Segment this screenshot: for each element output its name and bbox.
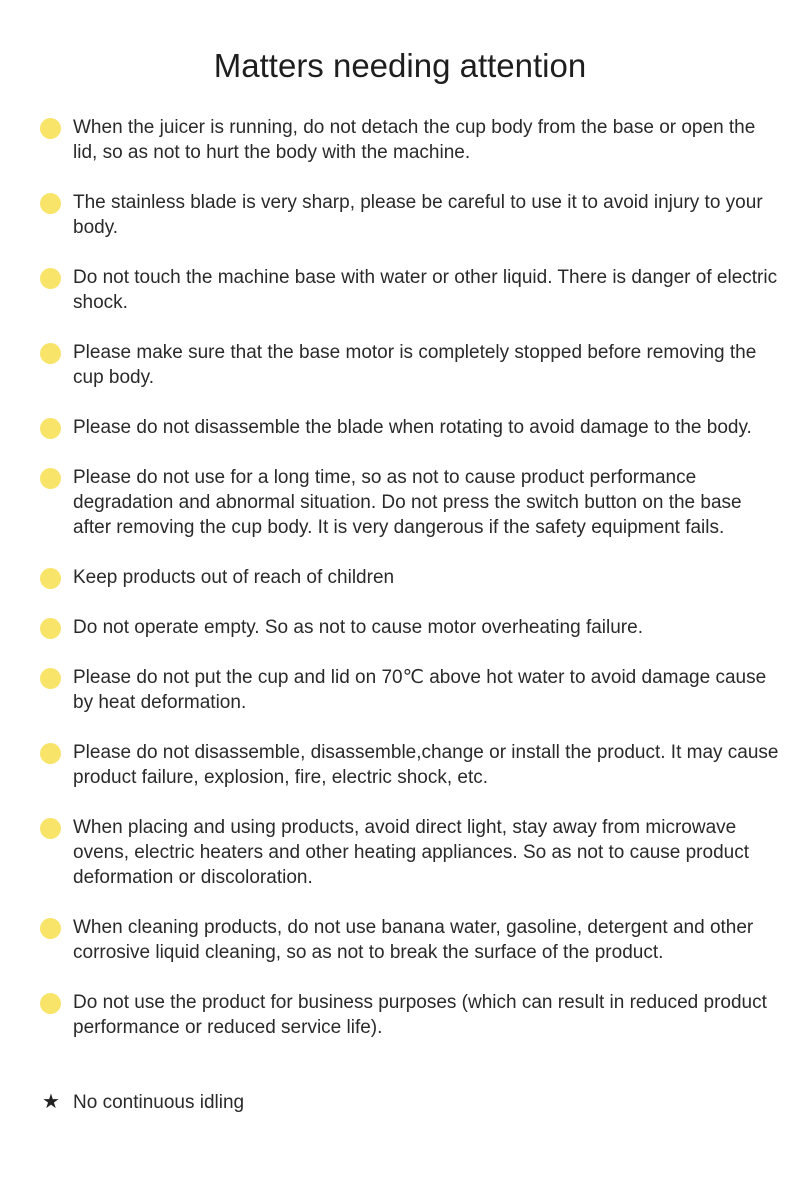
idling-note-text: No continuous idling [73, 1092, 245, 1113]
list-item-text: Please make sure that the base motor is completely stopped before removing the cup body. [73, 342, 757, 388]
bullet-dot-icon [40, 468, 61, 489]
list-item-text: Please do not disassemble, disassemble,change or install the product. It may cause product failure, explosion, fire, electric shock, etc. [73, 742, 779, 788]
list-item [0, 615, 800, 640]
bullet-dot-icon [40, 668, 61, 689]
bullet-dot-icon [40, 418, 61, 439]
bullet-dot-icon [40, 618, 61, 639]
list-item [0, 915, 800, 965]
list-item [0, 190, 800, 240]
star-icon: ★ [42, 1091, 60, 1113]
bullet-dot-icon [40, 743, 61, 764]
list-item [0, 815, 800, 890]
list-item-text: When the juicer is running, do not detach the cup body from the base or open the lid, so as not to hurt the body with the machine. [73, 117, 756, 163]
bullet-dot-icon [40, 993, 61, 1014]
page-title: Matters needing attention [213, 47, 587, 84]
idling-note [0, 1090, 244, 1115]
bullet-dot-icon [40, 268, 61, 289]
list-item [0, 740, 800, 790]
list-item-text: Please do not disassemble the blade when rotating to avoid damage to the body. [73, 417, 752, 438]
list-item [0, 465, 800, 540]
list-item [0, 265, 800, 315]
list-item-text: Please do not put the cup and lid on 70℃ above hot water to avoid damage cause by heat deformation. [73, 667, 767, 713]
list-item-text: Do not touch the machine base with water or other liquid. There is danger of electric shock. [73, 267, 778, 313]
list-item-text: Do not use the product for business purposes (which can result in reduced product performance or reduced service life). [73, 992, 767, 1038]
list-item-text: When placing and using products, avoid direct light, stay away from microwave ovens, electric heaters and other heating appliances. So as not to cause product deformation or discoloration. [73, 817, 749, 888]
bullet-dot-icon [40, 118, 61, 139]
list-item-text: Please do not use for a long time, so as not to cause product performance degradation and abnormal situation. Do not press the switch button on the base after removing the cup body. It is very dangerous if the safety equipment fails. [73, 467, 742, 538]
list-item [0, 340, 800, 390]
list-item-text: Do not operate empty. So as not to cause motor overheating failure. [73, 617, 643, 638]
bullet-dot-icon [40, 818, 61, 839]
list-item-text: When cleaning products, do not use banana water, gasoline, detergent and other corrosive liquid cleaning, so as not to break the surface of the product. [73, 917, 754, 963]
bullet-dot-icon [40, 918, 61, 939]
list-item [0, 665, 800, 715]
list-item [0, 990, 800, 1040]
list-item [0, 415, 800, 440]
list-item-text: Keep products out of reach of children [73, 567, 395, 588]
list-item [0, 115, 800, 165]
bullet-dot-icon [40, 568, 61, 589]
bullet-dot-icon [40, 343, 61, 364]
bullet-dot-icon [40, 193, 61, 214]
list-item [0, 565, 800, 590]
list-item-text: The stainless blade is very sharp, please be careful to use it to avoid injury to your body. [73, 192, 763, 238]
attention-list [0, 115, 800, 1065]
